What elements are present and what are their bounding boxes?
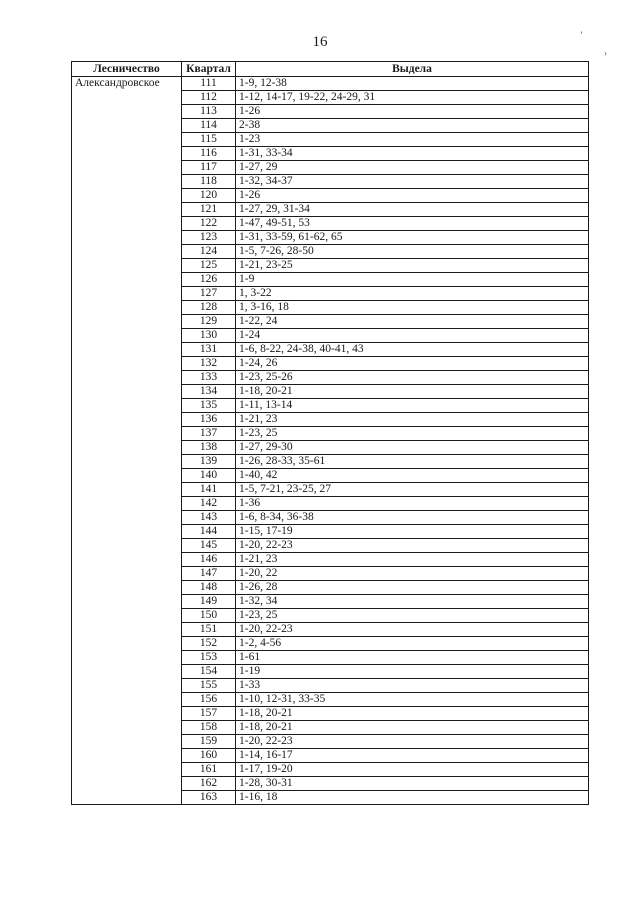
plot-range: 1-14, 16-17 — [236, 749, 589, 763]
plot-range: 1-15, 17-19 — [236, 525, 589, 539]
plot-range: 1-27, 29, 31-34 — [236, 203, 589, 217]
block-number: 126 — [182, 273, 236, 287]
plot-range: 1-32, 34-37 — [236, 175, 589, 189]
table-row — [72, 77, 589, 91]
block-number: 117 — [182, 161, 236, 175]
plot-range: 1-20, 22 — [236, 567, 589, 581]
plot-range: 1-36 — [236, 497, 589, 511]
block-number: 141 — [182, 483, 236, 497]
block-number: 140 — [182, 469, 236, 483]
table-body — [72, 77, 589, 805]
plot-range: 1-19 — [236, 665, 589, 679]
forestry-name: Александровское — [72, 77, 182, 805]
plot-range: 1-18, 20-21 — [236, 707, 589, 721]
block-number: 111 — [182, 77, 236, 91]
plot-range: 1-5, 7-21, 23-25, 27 — [236, 483, 589, 497]
plot-range: 1-40, 42 — [236, 469, 589, 483]
block-number: 118 — [182, 175, 236, 189]
plot-range: 1-6, 8-22, 24-38, 40-41, 43 — [236, 343, 589, 357]
plot-range: 1-10, 12-31, 33-35 — [236, 693, 589, 707]
block-number: 125 — [182, 259, 236, 273]
plot-range: 1-31, 33-34 — [236, 147, 589, 161]
block-number: 155 — [182, 679, 236, 693]
page-number: 16 — [312, 34, 328, 50]
plot-range: 1-2, 4-56 — [236, 637, 589, 651]
plot-range: 1-21, 23-25 — [236, 259, 589, 273]
block-number: 145 — [182, 539, 236, 553]
block-number: 161 — [182, 763, 236, 777]
block-number: 128 — [182, 301, 236, 315]
block-number: 132 — [182, 357, 236, 371]
plot-range: 1, 3-16, 18 — [236, 301, 589, 315]
block-number: 139 — [182, 455, 236, 469]
plot-range: 1-11, 13-14 — [236, 399, 589, 413]
plot-range: 1-26, 28-33, 35-61 — [236, 455, 589, 469]
plot-range: 1-9 — [236, 273, 589, 287]
header-forestry: Лесничество — [72, 62, 182, 77]
block-number: 137 — [182, 427, 236, 441]
block-number: 124 — [182, 245, 236, 259]
plot-range: 1-31, 33-59, 61-62, 65 — [236, 231, 589, 245]
block-number: 144 — [182, 525, 236, 539]
block-number: 129 — [182, 315, 236, 329]
plot-range: 1-28, 30-31 — [236, 777, 589, 791]
plot-range: 1-20, 22-23 — [236, 539, 589, 553]
plot-range: 1-22, 24 — [236, 315, 589, 329]
plot-range: 1-18, 20-21 — [236, 385, 589, 399]
plot-range: 1-27, 29-30 — [236, 441, 589, 455]
plot-range: 1-61 — [236, 651, 589, 665]
block-number: 158 — [182, 721, 236, 735]
forestry-table — [71, 61, 589, 805]
block-number: 146 — [182, 553, 236, 567]
plot-range: 1-26 — [236, 189, 589, 203]
plot-range: 1-33 — [236, 679, 589, 693]
plot-range: 1-32, 34 — [236, 595, 589, 609]
plot-range: 1-18, 20-21 — [236, 721, 589, 735]
block-number: 115 — [182, 133, 236, 147]
block-number: 136 — [182, 413, 236, 427]
plot-range: 2-38 — [236, 119, 589, 133]
plot-range: 1-27, 29 — [236, 161, 589, 175]
plot-range: 1-24, 26 — [236, 357, 589, 371]
block-number: 149 — [182, 595, 236, 609]
block-number: 131 — [182, 343, 236, 357]
block-number: 138 — [182, 441, 236, 455]
plot-range: 1-26 — [236, 105, 589, 119]
block-number: 153 — [182, 651, 236, 665]
block-number: 143 — [182, 511, 236, 525]
block-number: 123 — [182, 231, 236, 245]
plot-range: 1-23 — [236, 133, 589, 147]
plot-range: 1-20, 22-23 — [236, 623, 589, 637]
header-block: Квартал — [182, 62, 236, 77]
plot-range: 1-6, 8-34, 36-38 — [236, 511, 589, 525]
block-number: 135 — [182, 399, 236, 413]
block-number: 163 — [182, 791, 236, 805]
block-number: 162 — [182, 777, 236, 791]
block-number: 113 — [182, 105, 236, 119]
block-number: 142 — [182, 497, 236, 511]
plot-range: 1, 3-22 — [236, 287, 589, 301]
plot-range: 1-5, 7-26, 28-50 — [236, 245, 589, 259]
plot-range: 1-26, 28 — [236, 581, 589, 595]
block-number: 159 — [182, 735, 236, 749]
table-header-row — [72, 62, 589, 77]
plot-range: 1-23, 25 — [236, 427, 589, 441]
block-number: 121 — [182, 203, 236, 217]
plot-range: 1-23, 25 — [236, 609, 589, 623]
block-number: 150 — [182, 609, 236, 623]
block-number: 151 — [182, 623, 236, 637]
plot-range: 1-47, 49-51, 53 — [236, 217, 589, 231]
block-number: 133 — [182, 371, 236, 385]
block-number: 147 — [182, 567, 236, 581]
plot-range: 1-12, 14-17, 19-22, 24-29, 31 — [236, 91, 589, 105]
block-number: 160 — [182, 749, 236, 763]
block-number: 148 — [182, 581, 236, 595]
block-number: 116 — [182, 147, 236, 161]
block-number: 152 — [182, 637, 236, 651]
scan-mark: ʼ — [580, 30, 583, 40]
block-number: 134 — [182, 385, 236, 399]
block-number: 120 — [182, 189, 236, 203]
plot-range: 1-21, 23 — [236, 413, 589, 427]
scan-mark: › — [604, 48, 607, 58]
block-number: 157 — [182, 707, 236, 721]
plot-range: 1-17, 19-20 — [236, 763, 589, 777]
block-number: 122 — [182, 217, 236, 231]
plot-range: 1-23, 25-26 — [236, 371, 589, 385]
block-number: 156 — [182, 693, 236, 707]
plot-range: 1-21, 23 — [236, 553, 589, 567]
block-number: 112 — [182, 91, 236, 105]
plot-range: 1-16, 18 — [236, 791, 589, 805]
block-number: 127 — [182, 287, 236, 301]
block-number: 114 — [182, 119, 236, 133]
block-number: 130 — [182, 329, 236, 343]
plot-range: 1-24 — [236, 329, 589, 343]
block-number: 154 — [182, 665, 236, 679]
header-plots: Выдела — [236, 62, 589, 77]
plot-range: 1-20, 22-23 — [236, 735, 589, 749]
plot-range: 1-9, 12-38 — [236, 77, 589, 91]
